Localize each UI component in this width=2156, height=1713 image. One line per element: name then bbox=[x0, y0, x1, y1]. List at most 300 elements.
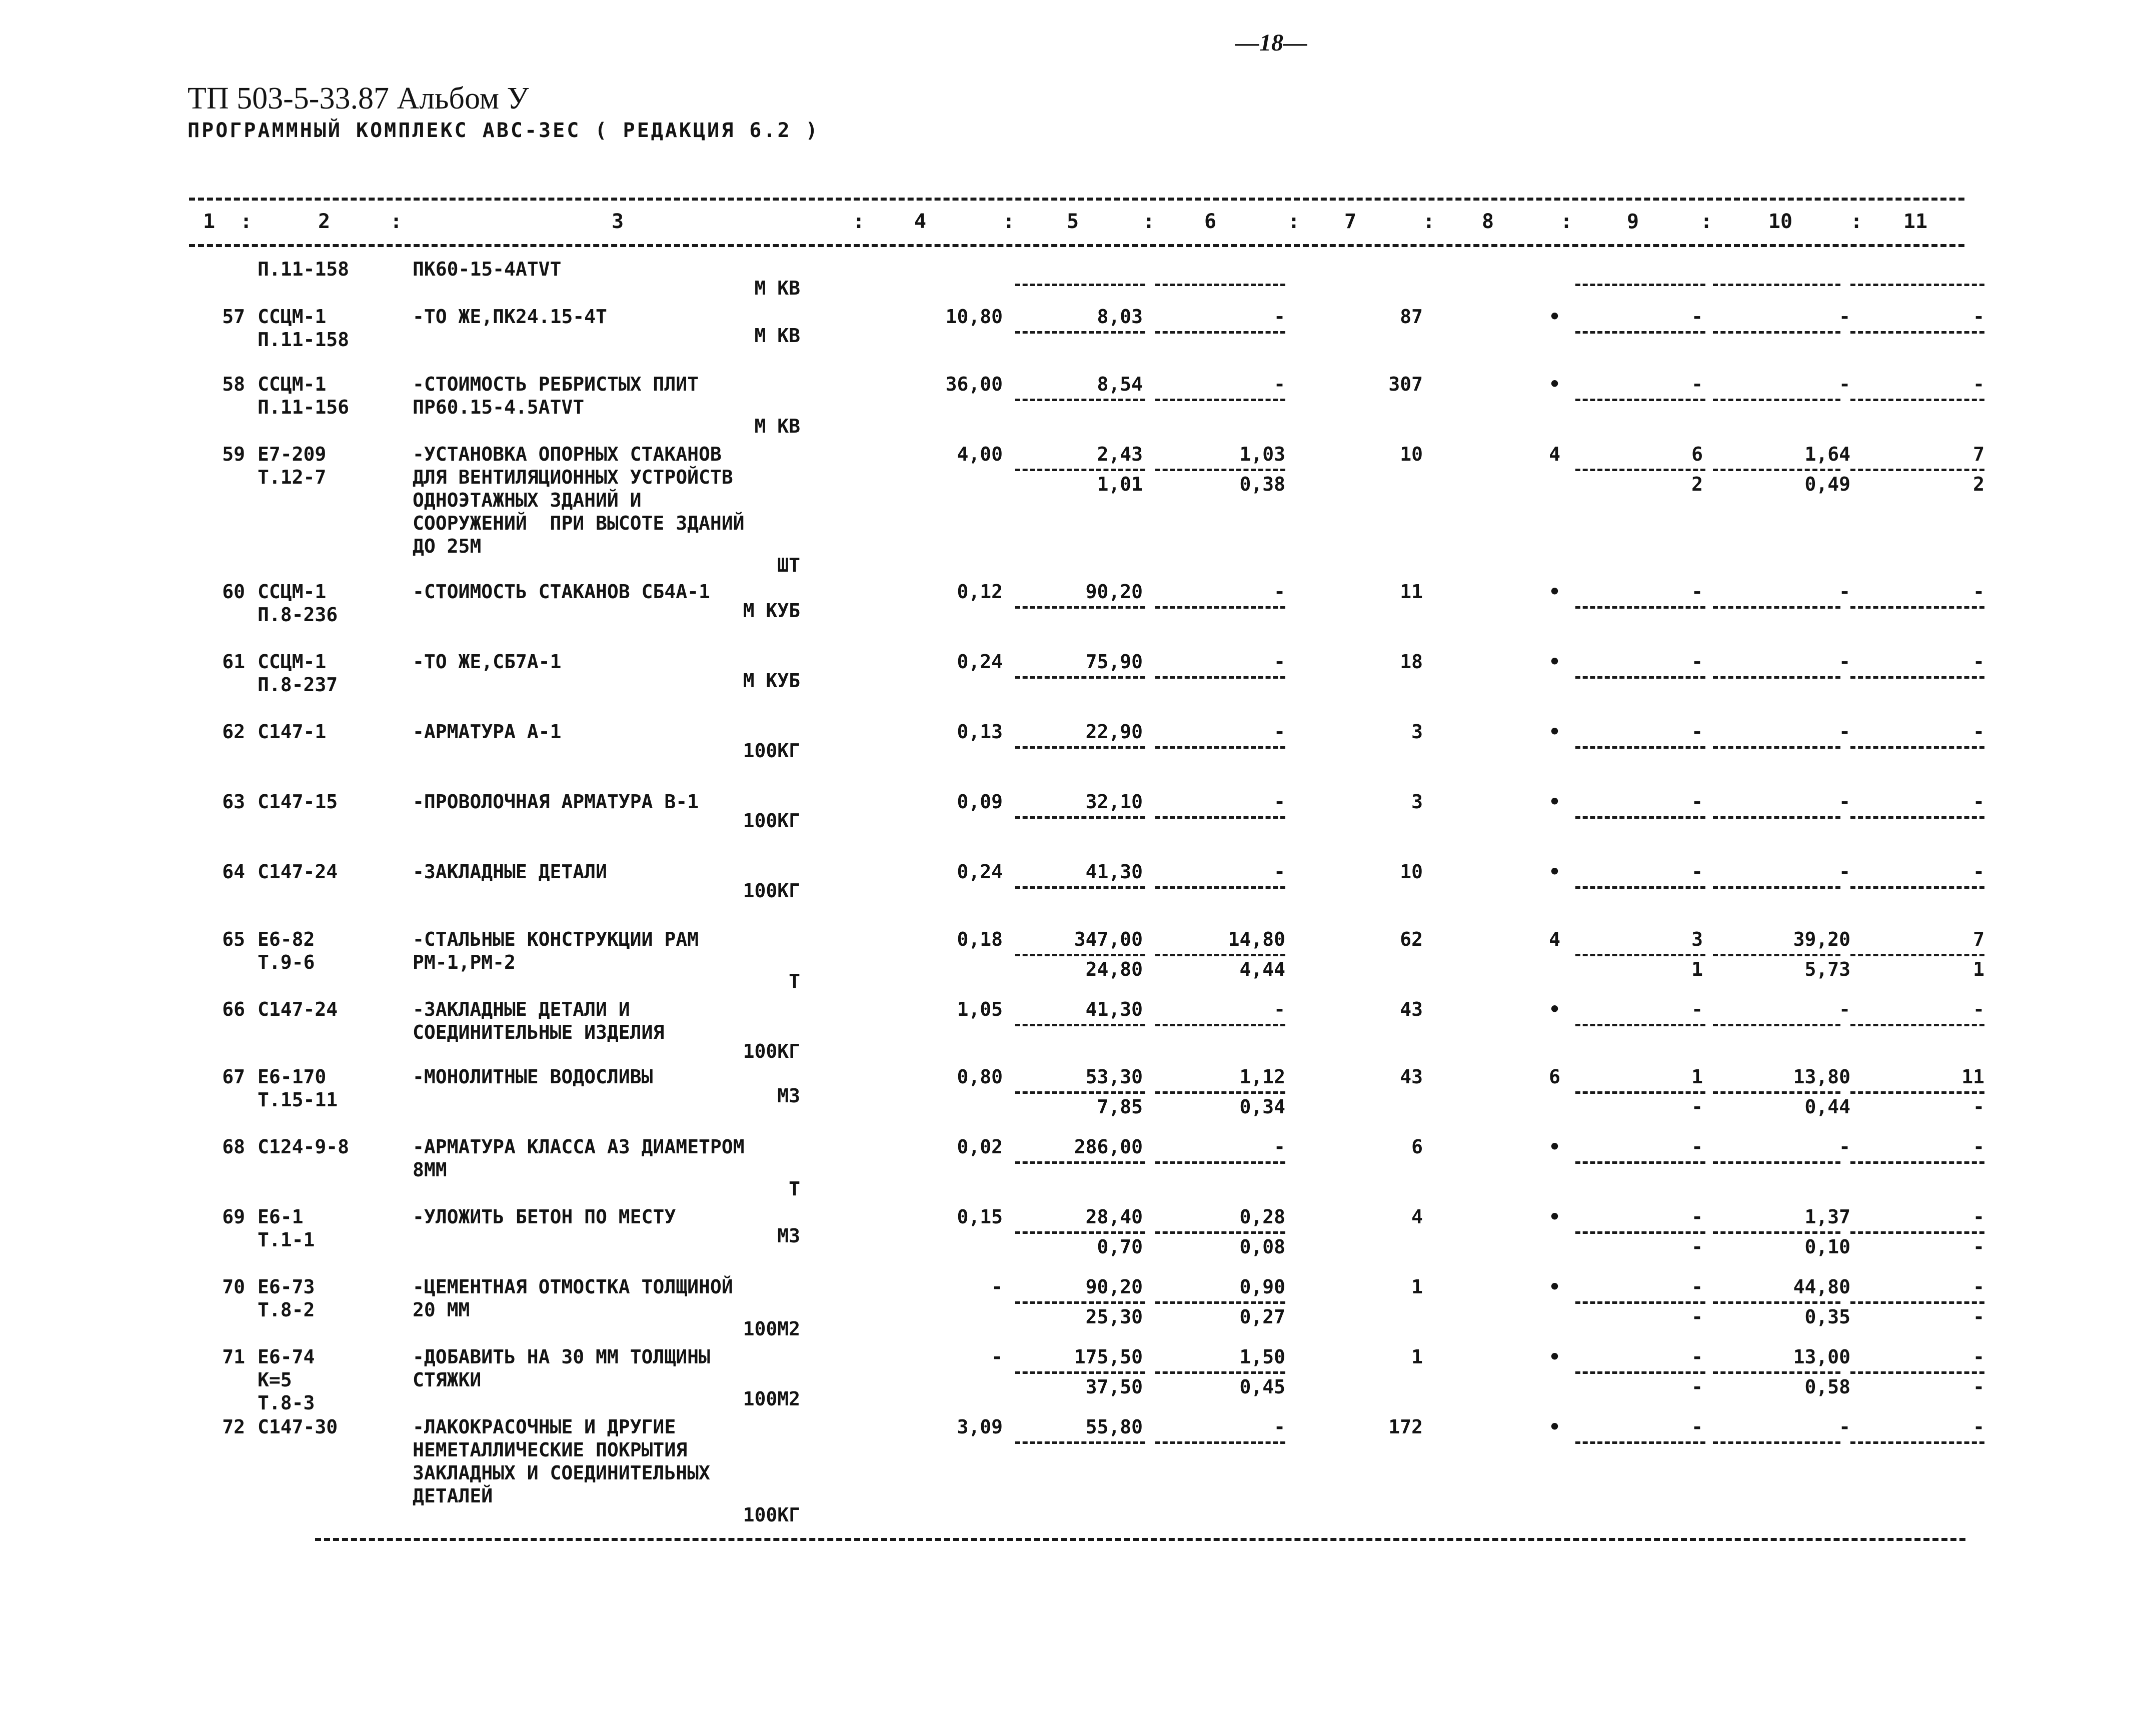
cell-divider bbox=[1575, 331, 1705, 334]
quantity-value: 0,80 bbox=[957, 1066, 1003, 1088]
unit-cost-c5: 32,10 bbox=[1085, 791, 1143, 813]
cell-divider bbox=[1713, 1371, 1840, 1374]
work-description: -ДОБАВИТЬ НА 30 ММ ТОЛЩИНЫ bbox=[413, 1346, 710, 1368]
unit-cost-c5: 22,90 bbox=[1085, 721, 1143, 743]
unit-cost-c10: - bbox=[1839, 581, 1850, 603]
unit-cost-c5: 286,00 bbox=[1074, 1136, 1143, 1158]
cell-divider bbox=[1155, 1301, 1285, 1304]
work-description: ЗАКЛАДНЫХ И СОЕДИНИТЕЛЬНЫХ bbox=[413, 1462, 710, 1484]
row-number: 62 bbox=[222, 721, 245, 743]
unit-cost-c11: - bbox=[1973, 581, 1984, 603]
unit-cost-c5: 8,03 bbox=[1097, 306, 1143, 328]
unit-cost-c11: 11 bbox=[1961, 1066, 1984, 1088]
quantity-value: 36,00 bbox=[945, 373, 1003, 395]
cell-divider bbox=[1015, 1091, 1145, 1094]
cell-divider bbox=[1575, 676, 1705, 679]
unit-cost-c10: - bbox=[1839, 861, 1850, 883]
wage-cost-c11: - bbox=[1973, 1306, 1984, 1328]
cell-divider bbox=[1155, 1231, 1285, 1234]
unit-of-measure: М КВ bbox=[754, 277, 800, 299]
column-separator: : bbox=[1423, 210, 1435, 233]
unit-cost-c11: - bbox=[1973, 1416, 1984, 1438]
work-description: -СТАЛЬНЫЕ КОНСТРУКЦИИ РАМ bbox=[413, 928, 699, 950]
row-number: 67 bbox=[222, 1066, 245, 1088]
wage-cost-c11: 1 bbox=[1973, 958, 1984, 980]
column-header-10: 10 bbox=[1768, 210, 1793, 233]
wage-cost-c5: 0,70 bbox=[1097, 1236, 1143, 1258]
total-cost-value: 3 bbox=[1411, 791, 1423, 813]
cell-divider bbox=[1713, 1231, 1840, 1234]
unit-cost-c11: - bbox=[1973, 998, 1984, 1020]
unit-of-measure: М3 bbox=[777, 1085, 800, 1107]
wage-cost-c11: 2 bbox=[1973, 473, 1984, 495]
work-description: 20 ММ bbox=[413, 1299, 470, 1321]
total-cost-value: 172 bbox=[1388, 1416, 1423, 1438]
wages-total-value: 4 bbox=[1549, 928, 1560, 950]
unit-cost-c9: - bbox=[1691, 998, 1703, 1020]
cell-divider bbox=[1713, 886, 1840, 889]
unit-cost-c10: 39,20 bbox=[1793, 928, 1850, 950]
cell-divider bbox=[1850, 469, 1984, 471]
unit-cost-c10: - bbox=[1839, 998, 1850, 1020]
row-number: 60 bbox=[222, 581, 245, 603]
cell-divider bbox=[1015, 954, 1145, 956]
unit-cost-c5: 90,20 bbox=[1085, 581, 1143, 603]
cell-divider bbox=[1155, 469, 1285, 471]
wages-total-value: • bbox=[1549, 721, 1560, 743]
unit-cost-c9: - bbox=[1691, 1416, 1703, 1438]
unit-of-measure: М3 bbox=[777, 1225, 800, 1247]
cell-divider bbox=[1713, 746, 1840, 749]
cell-divider bbox=[1015, 1161, 1145, 1164]
cell-divider bbox=[1850, 1231, 1984, 1234]
quantity-value: 0,02 bbox=[957, 1136, 1003, 1158]
unit-cost-c11: - bbox=[1973, 1346, 1984, 1368]
unit-cost-c6: - bbox=[1274, 1136, 1285, 1158]
unit-cost-c6: 1,12 bbox=[1239, 1066, 1285, 1088]
cell-divider bbox=[1575, 1024, 1705, 1026]
unit-of-measure: 100КГ bbox=[743, 740, 800, 762]
cell-divider bbox=[1713, 1024, 1840, 1026]
cell-divider bbox=[1155, 954, 1285, 956]
quantity-value: 0,24 bbox=[957, 651, 1003, 673]
work-description: -ТО ЖЕ,СБ7А-1 bbox=[413, 651, 562, 673]
table-bottom-rule bbox=[315, 1538, 1965, 1541]
unit-cost-c11: - bbox=[1973, 1136, 1984, 1158]
row-number: 66 bbox=[222, 998, 245, 1020]
quantity-value: 0,13 bbox=[957, 721, 1003, 743]
unit-cost-c5: 90,20 bbox=[1085, 1276, 1143, 1298]
unit-cost-c5: 175,50 bbox=[1074, 1346, 1143, 1368]
rate-code: С124-9-8 bbox=[258, 1136, 350, 1158]
work-description: ПК60-15-4АТVТ bbox=[413, 258, 562, 280]
unit-cost-c10: - bbox=[1839, 791, 1850, 813]
total-cost-value: 11 bbox=[1400, 581, 1423, 603]
unit-of-measure: Т bbox=[789, 970, 800, 992]
rate-code: С147-24 bbox=[258, 861, 338, 883]
cell-divider bbox=[1575, 284, 1705, 286]
quantity-value: - bbox=[991, 1276, 1003, 1298]
cell-divider bbox=[1850, 1091, 1984, 1094]
unit-of-measure: М КВ bbox=[754, 415, 800, 437]
unit-cost-c11: - bbox=[1973, 791, 1984, 813]
unit-cost-c9: - bbox=[1691, 721, 1703, 743]
wages-total-value: • bbox=[1549, 651, 1560, 673]
rate-code: С147-1 bbox=[258, 721, 327, 743]
unit-cost-c9: - bbox=[1691, 791, 1703, 813]
cell-divider bbox=[1575, 1301, 1705, 1304]
total-cost-value: 1 bbox=[1411, 1346, 1423, 1368]
work-description: -ЛАКОКРАСОЧНЫЕ И ДРУГИЕ bbox=[413, 1416, 676, 1438]
wage-cost-c5: 24,80 bbox=[1085, 958, 1143, 980]
cell-divider bbox=[1015, 469, 1145, 471]
unit-cost-c6: - bbox=[1274, 373, 1285, 395]
column-header-11: 11 bbox=[1903, 210, 1928, 233]
cell-divider bbox=[1155, 1371, 1285, 1374]
rate-code: Е6-74 bbox=[258, 1346, 315, 1368]
row-number: 72 bbox=[222, 1416, 245, 1438]
total-cost-value: 3 bbox=[1411, 721, 1423, 743]
header-bottom-rule bbox=[189, 244, 1964, 247]
cell-divider bbox=[1850, 1024, 1984, 1026]
total-cost-value: 10 bbox=[1400, 861, 1423, 883]
wage-cost-c9: - bbox=[1691, 1376, 1703, 1398]
cell-divider bbox=[1850, 886, 1984, 889]
wage-cost-c10: 0,44 bbox=[1804, 1096, 1850, 1118]
column-header-4: 4 bbox=[914, 210, 927, 233]
rate-code: С147-15 bbox=[258, 791, 338, 813]
unit-cost-c6: - bbox=[1274, 1416, 1285, 1438]
work-description: -АРМАТУРА А-1 bbox=[413, 721, 562, 743]
cell-divider bbox=[1015, 886, 1145, 889]
work-description: -ЗАКЛАДНЫЕ ДЕТАЛИ bbox=[413, 861, 607, 883]
row-number: 68 bbox=[222, 1136, 245, 1158]
rate-code: Е6-82 bbox=[258, 928, 315, 950]
cell-divider bbox=[1575, 1161, 1705, 1164]
total-cost-value: 18 bbox=[1400, 651, 1423, 673]
wages-total-value: • bbox=[1549, 581, 1560, 603]
row-number: 70 bbox=[222, 1276, 245, 1298]
unit-cost-c11: - bbox=[1973, 861, 1984, 883]
column-separator: : bbox=[1003, 210, 1015, 233]
wage-cost-c11: - bbox=[1973, 1236, 1984, 1258]
work-description: -ЗАКЛАДНЫЕ ДЕТАЛИ И bbox=[413, 998, 630, 1020]
unit-of-measure: 100КГ bbox=[743, 1040, 800, 1062]
cell-divider bbox=[1850, 606, 1984, 609]
unit-cost-c6: 1,03 bbox=[1239, 443, 1285, 465]
column-header-7: 7 bbox=[1344, 210, 1357, 233]
cell-divider bbox=[1575, 816, 1705, 819]
column-separator: : bbox=[1288, 210, 1300, 233]
wage-cost-c9: 1 bbox=[1691, 958, 1703, 980]
wage-cost-c6: 0,27 bbox=[1239, 1306, 1285, 1328]
work-description: -УСТАНОВКА ОПОРНЫХ СТАКАНОВ bbox=[413, 443, 722, 465]
wages-total-value: 6 bbox=[1549, 1066, 1560, 1088]
unit-cost-c5: 8,54 bbox=[1097, 373, 1143, 395]
work-description: -ЦЕМЕНТНАЯ ОТМОСТКА ТОЛЩИНОЙ bbox=[413, 1276, 733, 1298]
wage-cost-c6: 4,44 bbox=[1239, 958, 1285, 980]
quantity-value: 10,80 bbox=[945, 306, 1003, 328]
work-description: -СТОИМОСТЬ РЕБРИСТЫХ ПЛИТ bbox=[413, 373, 699, 395]
rate-code: Т.12-7 bbox=[258, 466, 327, 488]
unit-cost-c6: - bbox=[1274, 861, 1285, 883]
cell-divider bbox=[1155, 886, 1285, 889]
wages-total-value: • bbox=[1549, 1206, 1560, 1228]
unit-cost-c9: - bbox=[1691, 581, 1703, 603]
rate-code: Е6-1 bbox=[258, 1206, 304, 1228]
unit-cost-c5: 75,90 bbox=[1085, 651, 1143, 673]
cell-divider bbox=[1850, 284, 1984, 286]
unit-cost-c5: 41,30 bbox=[1085, 998, 1143, 1020]
cell-divider bbox=[1155, 676, 1285, 679]
wage-cost-c6: 0,38 bbox=[1239, 473, 1285, 495]
unit-of-measure: М КВ bbox=[754, 325, 800, 347]
unit-cost-c11: - bbox=[1973, 1276, 1984, 1298]
unit-of-measure: 100М2 bbox=[743, 1318, 800, 1340]
work-description: -СТОИМОСТЬ СТАКАНОВ СБ4А-1 bbox=[413, 581, 710, 603]
cell-divider bbox=[1850, 676, 1984, 679]
cell-divider bbox=[1015, 1301, 1145, 1304]
wage-cost-c10: 0,58 bbox=[1804, 1376, 1850, 1398]
cell-divider bbox=[1713, 816, 1840, 819]
unit-cost-c5: 55,80 bbox=[1085, 1416, 1143, 1438]
page-number: —18— bbox=[1235, 30, 1307, 56]
cell-divider bbox=[1713, 469, 1840, 471]
wages-total-value: • bbox=[1549, 1276, 1560, 1298]
work-description: ДЕТАЛЕЙ bbox=[413, 1485, 493, 1507]
quantity-value: - bbox=[991, 1346, 1003, 1368]
rate-code: Т.9-6 bbox=[258, 951, 315, 973]
cell-divider bbox=[1155, 331, 1285, 334]
unit-cost-c9: - bbox=[1691, 861, 1703, 883]
unit-cost-c6: 0,28 bbox=[1239, 1206, 1285, 1228]
row-number: 65 bbox=[222, 928, 245, 950]
total-cost-value: 307 bbox=[1388, 373, 1423, 395]
wages-total-value: • bbox=[1549, 1346, 1560, 1368]
column-header-8: 8 bbox=[1481, 210, 1494, 233]
row-number: 58 bbox=[222, 373, 245, 395]
rate-code: П.11-158 bbox=[258, 258, 350, 280]
column-separator: : bbox=[1850, 210, 1863, 233]
rate-code: С147-30 bbox=[258, 1416, 338, 1438]
wage-cost-c11: - bbox=[1973, 1096, 1984, 1118]
row-number: 63 bbox=[222, 791, 245, 813]
cell-divider bbox=[1713, 1301, 1840, 1304]
wages-total-value: • bbox=[1549, 373, 1560, 395]
wages-total-value: 4 bbox=[1549, 443, 1560, 465]
unit-cost-c11: 7 bbox=[1973, 928, 1984, 950]
wages-total-value: • bbox=[1549, 998, 1560, 1020]
unit-cost-c6: - bbox=[1274, 306, 1285, 328]
cell-divider bbox=[1015, 399, 1145, 401]
document-title: ТП 503-5-33.87 Альбом У bbox=[188, 82, 529, 116]
unit-cost-c9: - bbox=[1691, 651, 1703, 673]
wage-cost-c5: 25,30 bbox=[1085, 1306, 1143, 1328]
work-description: -ТО ЖЕ,ПК24.15-4Т bbox=[413, 306, 607, 328]
unit-cost-c5: 53,30 bbox=[1085, 1066, 1143, 1088]
column-header-9: 9 bbox=[1626, 210, 1639, 233]
rate-code: К=5 bbox=[258, 1369, 292, 1391]
total-cost-value: 10 bbox=[1400, 443, 1423, 465]
unit-cost-c6: 1,50 bbox=[1239, 1346, 1285, 1368]
work-description: СОЕДИНИТЕЛЬНЫЕ ИЗДЕЛИЯ bbox=[413, 1021, 665, 1043]
wage-cost-c10: 5,73 bbox=[1804, 958, 1850, 980]
rate-code: С147-24 bbox=[258, 998, 338, 1020]
cell-divider bbox=[1155, 284, 1285, 286]
unit-cost-c5: 2,43 bbox=[1097, 443, 1143, 465]
cell-divider bbox=[1575, 469, 1705, 471]
unit-cost-c10: - bbox=[1839, 1416, 1850, 1438]
work-description: 8ММ bbox=[413, 1159, 447, 1181]
unit-of-measure: 100КГ bbox=[743, 1504, 800, 1526]
total-cost-value: 62 bbox=[1400, 928, 1423, 950]
unit-cost-c10: 13,80 bbox=[1793, 1066, 1850, 1088]
work-description: ПР60.15-4.5АТVТ bbox=[413, 396, 585, 418]
cell-divider bbox=[1155, 399, 1285, 401]
work-description: -АРМАТУРА КЛАССА А3 ДИАМЕТРОМ bbox=[413, 1136, 745, 1158]
rate-code: Е6-73 bbox=[258, 1276, 315, 1298]
work-description: СООРУЖЕНИЙ ПРИ ВЫСОТЕ ЗДАНИЙ bbox=[413, 512, 745, 534]
unit-cost-c9: 1 bbox=[1691, 1066, 1703, 1088]
rate-code: Е6-170 bbox=[258, 1066, 327, 1088]
unit-cost-c6: - bbox=[1274, 998, 1285, 1020]
total-cost-value: 43 bbox=[1400, 1066, 1423, 1088]
unit-of-measure: ШТ bbox=[777, 554, 800, 576]
cell-divider bbox=[1015, 606, 1145, 609]
unit-of-measure: М КУБ bbox=[743, 600, 800, 622]
unit-cost-c9: 3 bbox=[1691, 928, 1703, 950]
unit-cost-c11: - bbox=[1973, 651, 1984, 673]
cell-divider bbox=[1850, 816, 1984, 819]
wages-total-value: • bbox=[1549, 1416, 1560, 1438]
unit-cost-c5: 41,30 bbox=[1085, 861, 1143, 883]
cell-divider bbox=[1713, 284, 1840, 286]
rate-code: Т.8-2 bbox=[258, 1299, 315, 1321]
cell-divider bbox=[1015, 816, 1145, 819]
cell-divider bbox=[1850, 1301, 1984, 1304]
wages-total-value: • bbox=[1549, 791, 1560, 813]
total-cost-value: 1 bbox=[1411, 1276, 1423, 1298]
cell-divider bbox=[1015, 676, 1145, 679]
unit-cost-c6: 0,90 bbox=[1239, 1276, 1285, 1298]
column-separator: : bbox=[240, 210, 253, 233]
cell-divider bbox=[1575, 886, 1705, 889]
cell-divider bbox=[1015, 1231, 1145, 1234]
cell-divider bbox=[1713, 331, 1840, 334]
rate-code: ССЦМ-1 bbox=[258, 651, 327, 673]
cell-divider bbox=[1575, 1441, 1705, 1444]
column-separator: : bbox=[1143, 210, 1155, 233]
row-number: 61 bbox=[222, 651, 245, 673]
unit-cost-c6: - bbox=[1274, 721, 1285, 743]
unit-cost-c11: - bbox=[1973, 306, 1984, 328]
unit-cost-c5: 347,00 bbox=[1074, 928, 1143, 950]
wage-cost-c6: 0,45 bbox=[1239, 1376, 1285, 1398]
column-header-1: 1 bbox=[203, 210, 216, 233]
wage-cost-c5: 37,50 bbox=[1085, 1376, 1143, 1398]
cell-divider bbox=[1713, 1441, 1840, 1444]
unit-cost-c9: - bbox=[1691, 1346, 1703, 1368]
unit-cost-c9: 6 bbox=[1691, 443, 1703, 465]
quantity-value: 3,09 bbox=[957, 1416, 1003, 1438]
work-description: -ПРОВОЛОЧНАЯ АРМАТУРА В-1 bbox=[413, 791, 699, 813]
work-description: ОДНОЭТАЖНЫХ ЗДАНИЙ И bbox=[413, 489, 642, 511]
cell-divider bbox=[1850, 1441, 1984, 1444]
unit-cost-c6: - bbox=[1274, 581, 1285, 603]
wage-cost-c6: 0,08 bbox=[1239, 1236, 1285, 1258]
cell-divider bbox=[1575, 606, 1705, 609]
unit-cost-c9: - bbox=[1691, 1206, 1703, 1228]
cell-divider bbox=[1155, 1441, 1285, 1444]
wage-cost-c10: 0,49 bbox=[1804, 473, 1850, 495]
column-separator: : bbox=[853, 210, 865, 233]
cell-divider bbox=[1713, 399, 1840, 401]
cell-divider bbox=[1155, 1091, 1285, 1094]
rate-code: ССЦМ-1 bbox=[258, 306, 327, 328]
total-cost-value: 4 bbox=[1411, 1206, 1423, 1228]
cell-divider bbox=[1015, 746, 1145, 749]
table-top-rule bbox=[189, 198, 1964, 201]
cell-divider bbox=[1575, 1231, 1705, 1234]
wage-cost-c9: - bbox=[1691, 1306, 1703, 1328]
wages-total-value: • bbox=[1549, 306, 1560, 328]
wage-cost-c5: 7,85 bbox=[1097, 1096, 1143, 1118]
unit-cost-c11: - bbox=[1973, 1206, 1984, 1228]
column-header-2: 2 bbox=[318, 210, 331, 233]
cell-divider bbox=[1015, 284, 1145, 286]
total-cost-value: 87 bbox=[1400, 306, 1423, 328]
cell-divider bbox=[1155, 1024, 1285, 1026]
unit-cost-c9: - bbox=[1691, 1136, 1703, 1158]
unit-cost-c6: - bbox=[1274, 651, 1285, 673]
quantity-value: 0,24 bbox=[957, 861, 1003, 883]
cell-divider bbox=[1575, 954, 1705, 956]
unit-cost-c10: - bbox=[1839, 721, 1850, 743]
wage-cost-c10: 0,10 bbox=[1804, 1236, 1850, 1258]
unit-cost-c10: 1,37 bbox=[1804, 1206, 1850, 1228]
quantity-value: 0,18 bbox=[957, 928, 1003, 950]
unit-cost-c9: - bbox=[1691, 373, 1703, 395]
unit-cost-c10: 13,00 bbox=[1793, 1346, 1850, 1368]
cell-divider bbox=[1713, 606, 1840, 609]
cell-divider bbox=[1575, 1091, 1705, 1094]
unit-cost-c9: - bbox=[1691, 1276, 1703, 1298]
cell-divider bbox=[1015, 1441, 1145, 1444]
wage-cost-c11: - bbox=[1973, 1376, 1984, 1398]
work-description: -МОНОЛИТНЫЕ ВОДОСЛИВЫ bbox=[413, 1066, 653, 1088]
work-description: СТЯЖКИ bbox=[413, 1369, 482, 1391]
row-number: 59 bbox=[222, 443, 245, 465]
unit-cost-c10: 1,64 bbox=[1804, 443, 1850, 465]
unit-of-measure: Т bbox=[789, 1178, 800, 1200]
cell-divider bbox=[1850, 1161, 1984, 1164]
rate-code: ССЦМ-1 bbox=[258, 373, 327, 395]
rate-code: П.11-158 bbox=[258, 329, 350, 351]
unit-of-measure: 100КГ bbox=[743, 810, 800, 832]
cell-divider bbox=[1575, 1371, 1705, 1374]
quantity-value: 0,15 bbox=[957, 1206, 1003, 1228]
cell-divider bbox=[1713, 1091, 1840, 1094]
cell-divider bbox=[1015, 331, 1145, 334]
cell-divider bbox=[1015, 1371, 1145, 1374]
unit-cost-c11: - bbox=[1973, 373, 1984, 395]
cell-divider bbox=[1713, 954, 1840, 956]
column-header-6: 6 bbox=[1204, 210, 1217, 233]
unit-cost-c10: 44,80 bbox=[1793, 1276, 1850, 1298]
unit-cost-c6: 14,80 bbox=[1228, 928, 1285, 950]
unit-of-measure: М КУБ bbox=[743, 670, 800, 692]
column-header-3: 3 bbox=[611, 210, 624, 233]
